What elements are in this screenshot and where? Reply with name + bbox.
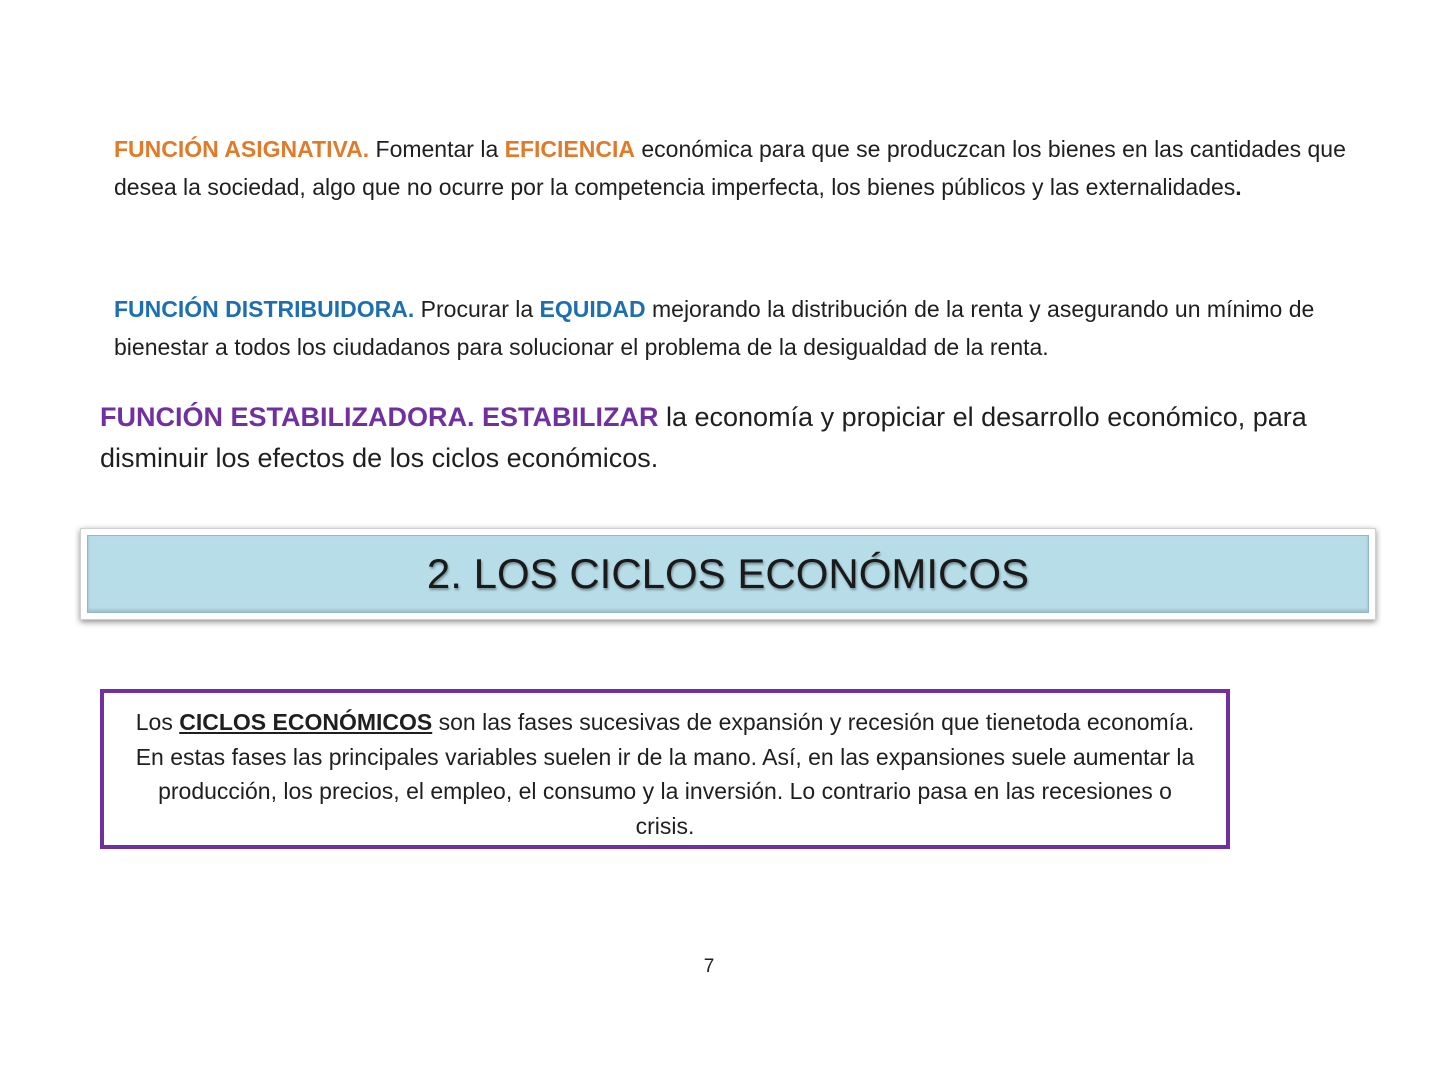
asignativa-text-2: económica para que se produczcan los bienes en las cantidades que desea la sociedad, algo que no ocurre por la competencia imperfecta, los bienes públicos y las externalidades	[114, 136, 1346, 200]
section-banner	[87, 535, 1369, 613]
label-funcion-estabilizadora: FUNCIÓN ESTABILIZADORA. ESTABILIZAR	[100, 402, 659, 432]
definition-term: CICLOS ECONÓMICOS	[179, 709, 433, 735]
definition-text: son las fases sucesivas de expansión y recesión que tienetoda economía. En estas fases las principales variables suelen ir de la mano. Así, en las expansiones suele aumentar la producción, los precios, el empleo, el consumo y la inversión. Lo contrario pasa en las recesiones o crisis.	[135, 709, 1195, 839]
label-funcion-asignativa: FUNCIÓN ASIGNATIVA.	[114, 136, 370, 162]
highlight-eficiencia: EFICIENCIA	[504, 136, 635, 162]
paragraph-funcion-estabilizadora	[100, 397, 1370, 479]
distribuidora-text-2: mejorando la distribución de la renta y asegurando un mínimo de bienestar a todos los ciudadanos para solucionar el problema de la desigualdad de la renta.	[114, 296, 1315, 360]
estabilizadora-text: la economía y propiciar el desarrollo económico, para disminuir los efectos de los ciclos económicos.	[100, 402, 1307, 473]
distribuidora-text-1: Procurar la	[414, 296, 540, 322]
definition-prefix: Los	[135, 709, 180, 735]
paragraph-funcion-distribuidora	[114, 290, 1384, 366]
definition-box	[100, 689, 1230, 849]
section-title: 2. LOS CICLOS ECONÓMICOS	[426, 550, 1030, 597]
asignativa-text-1: Fomentar la	[369, 136, 505, 162]
highlight-equidad: EQUIDAD	[539, 296, 646, 322]
label-funcion-distribuidora: FUNCIÓN DISTRIBUIDORA.	[114, 296, 415, 322]
page-number: 7	[703, 956, 715, 977]
paragraph-funcion-asignativa	[114, 130, 1384, 206]
asignativa-period: .	[1235, 174, 1242, 200]
section-banner-frame	[80, 528, 1376, 620]
